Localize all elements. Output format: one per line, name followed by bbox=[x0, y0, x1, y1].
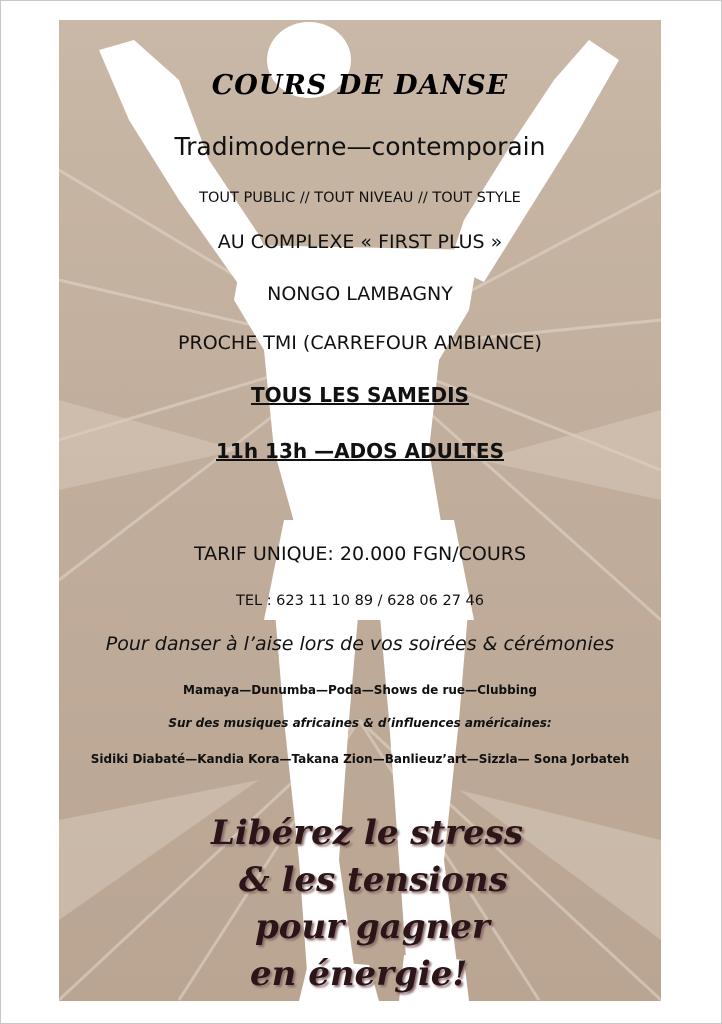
music-intro-text: Sur des musiques africaines & d’influences américaines: bbox=[168, 716, 552, 730]
tagline-text: Pour danser à l’aise lors de vos soirées & cérémonies bbox=[105, 633, 615, 655]
slogan-line-4: en énergie! bbox=[250, 954, 468, 994]
dance-styles-text: Mamaya—Dunumba—Poda—Shows de rue—Clubbing bbox=[183, 683, 537, 697]
audience-text: TOUT PUBLIC // TOUT NIVEAU // TOUT STYLE bbox=[199, 190, 521, 206]
day-text: TOUS LES SAMEDIS bbox=[251, 383, 469, 407]
district-text: NONGO LAMBAGNY bbox=[267, 283, 453, 305]
slogan-line-3: pour gagner bbox=[255, 907, 490, 947]
price-text: TARIF UNIQUE: 20.000 FGN/COURS bbox=[193, 543, 527, 565]
landmark-text: PROCHE TMI (CARREFOUR AMBIANCE) bbox=[178, 332, 542, 354]
dance-poster bbox=[59, 20, 661, 1001]
venue-text: AU COMPLEXE « FIRST PLUS » bbox=[217, 231, 503, 253]
slogan-line-1: Libérez le stress bbox=[211, 813, 523, 853]
phone-text: TEL : 623 11 10 89 / 628 06 27 46 bbox=[235, 593, 484, 609]
poster-subtitle: Tradimoderne—contemporain bbox=[174, 132, 546, 161]
schedule-text: 11h 13h —ADOS ADULTES bbox=[216, 439, 504, 463]
slogan-line-2: & les tensions bbox=[239, 860, 508, 900]
dancer-silhouette-background bbox=[59, 20, 661, 1001]
poster-title: COURS DE DANSE bbox=[211, 70, 509, 101]
artists-text: Sidiki Diabaté—Kandia Kora—Takana Zion—Banlieuz’art—Sizzla— Sona Jorbateh bbox=[90, 752, 630, 766]
